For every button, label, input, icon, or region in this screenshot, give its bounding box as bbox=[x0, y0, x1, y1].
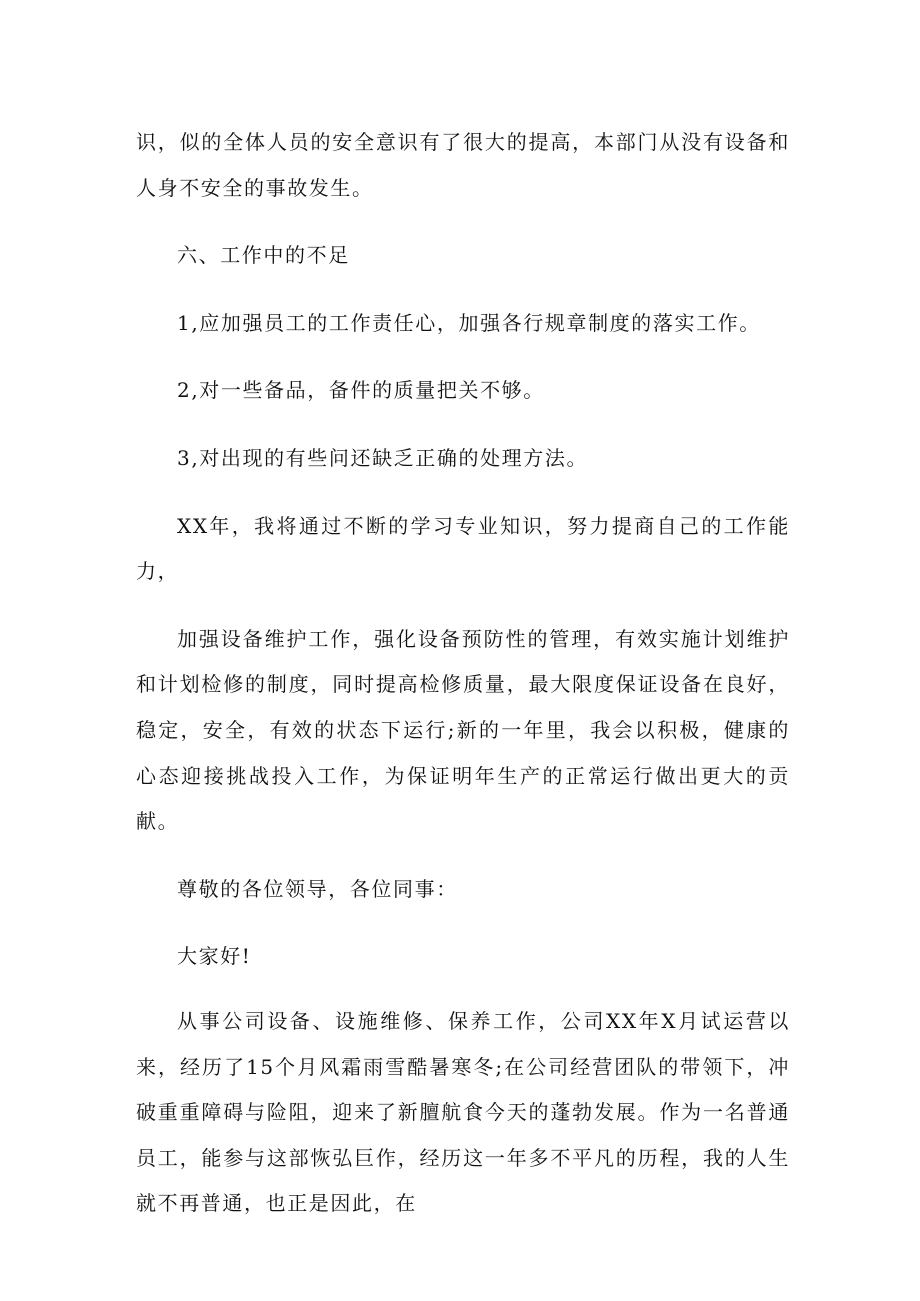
paragraph-safety-result: 识，似的全体人员的安全意识有了很大的提高，本部门从没有设备和人身不安全的事故发生。 bbox=[136, 130, 790, 200]
salutation: 尊敬的各位领导，各位同事： bbox=[177, 876, 458, 901]
section-heading-shortcomings: 六、工作中的不足 bbox=[177, 243, 350, 268]
list-item-shortcoming-2: 2,对一些备品，备件的质量把关不够。 bbox=[177, 378, 545, 403]
document-body bbox=[136, 120, 790, 1227]
paragraph-maintenance-plan: 加强设备维护工作，强化设备预防性的管理，有效实施计划维护和计划检修的制度，同时提高检修质量，最大限度保证设备在良好，稳定，安全，有效的状态下运行;新的一年里，我会以积极，健康的心态迎接挑战投入工作，为保证明年生产的正常运行做出更大的贡献。 bbox=[136, 626, 790, 834]
list-item-shortcoming-1: 1,应加强员工的工作责任心，加强各行规章制度的落实工作。 bbox=[177, 310, 761, 335]
paragraph-work-experience: 从事公司设备、设施维修、保养工作，公司XX年X月试运营以来，经历了15个月风霜雨雪酷暑寒冬;在公司经营团队的带领下，冲破重重障碍与险阻，迎来了新膻航食今天的蓬勃发展。作为一名普通员工，能参与这部恢弘巨作，经历这一年多不平凡的历程，我的人生就不再普通，也正是因此，在 bbox=[136, 1008, 790, 1216]
list-item-shortcoming-3: 3,对出现的有些问还缺乏正确的处理方法。 bbox=[177, 445, 589, 470]
greeting: 大家好! bbox=[177, 944, 252, 969]
paragraph-next-year-plan: XX年，我将通过不断的学习专业知识，努力提商自己的工作能力， bbox=[136, 513, 790, 584]
